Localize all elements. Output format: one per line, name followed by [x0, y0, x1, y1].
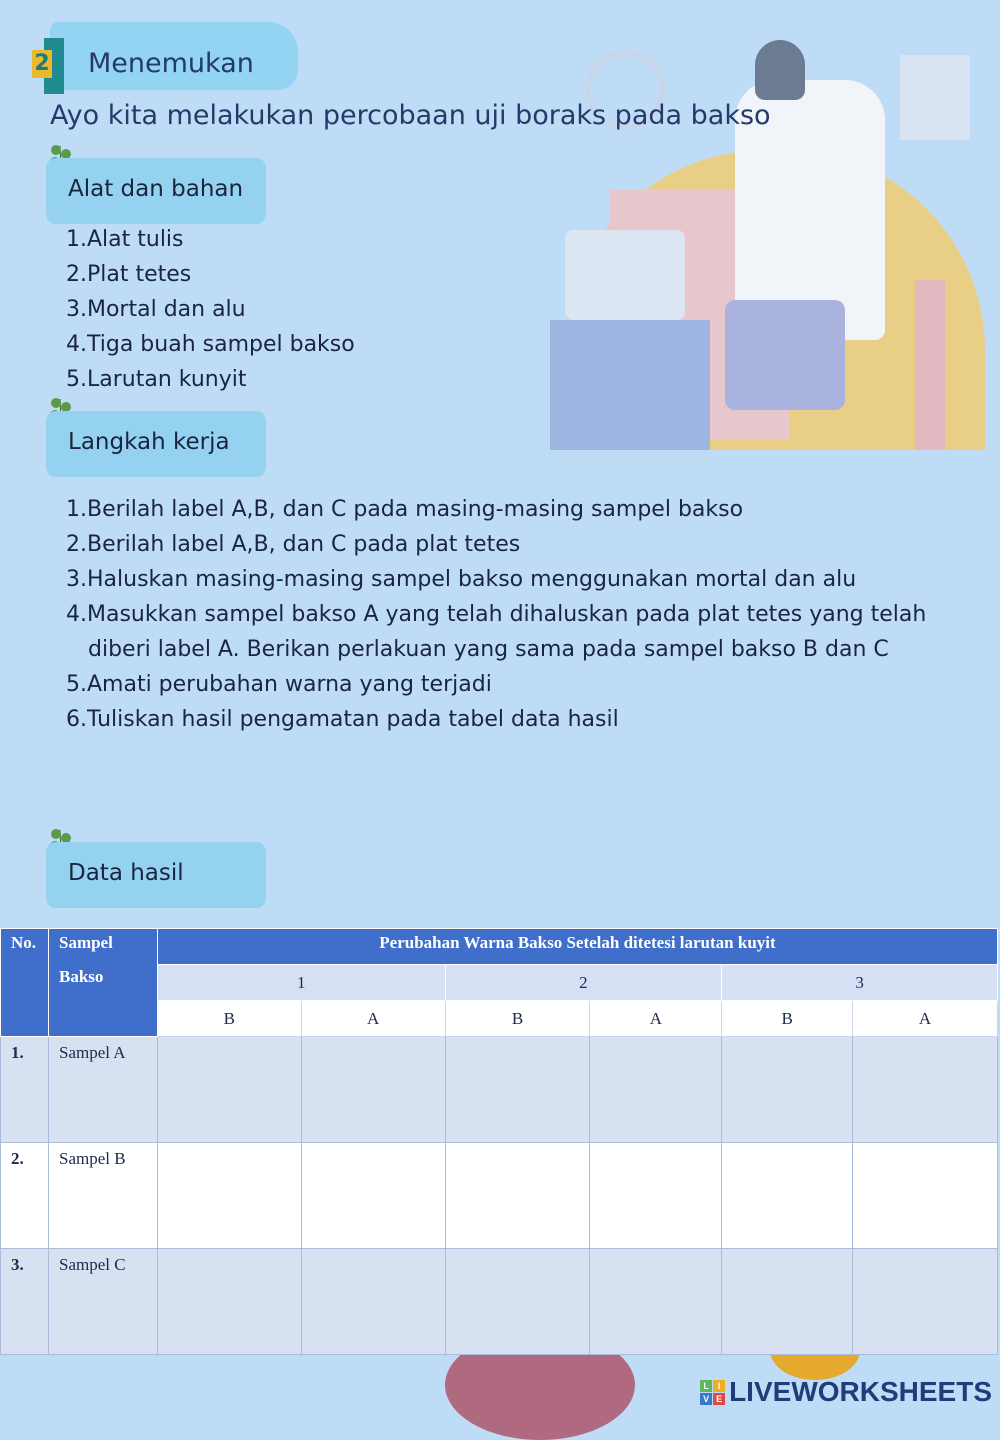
group-header: 1: [157, 965, 445, 1001]
tools-heading: Alat dan bahan: [46, 158, 266, 224]
tool-item: 5.Larutan kunyit: [66, 367, 247, 392]
tool-item: 3.Mortal dan alu: [66, 297, 246, 322]
row-no: 2.: [1, 1143, 49, 1249]
row-no: 1.: [1, 1037, 49, 1143]
sub-header: B: [722, 1001, 853, 1037]
answer-cell[interactable]: [590, 1037, 722, 1143]
answer-cell[interactable]: [853, 1037, 998, 1143]
answer-cell[interactable]: [445, 1249, 590, 1355]
tool-item: 4.Tiga buah sampel bakso: [66, 332, 355, 357]
sub-header: B: [157, 1001, 301, 1037]
sub-header: A: [301, 1001, 445, 1037]
group-header: 2: [445, 965, 722, 1001]
step-item: 4.Masukkan sampel bakso A yang telah dihaluskan pada plat tetes yang telah diberi label A. Berikan perlakuan yang sama pada sampel bakso B dan C: [66, 602, 927, 662]
logo-icon: L I V E: [700, 1380, 725, 1405]
answer-cell[interactable]: [301, 1249, 445, 1355]
table-row: [1, 1249, 998, 1355]
answer-cell[interactable]: [157, 1037, 301, 1143]
section-subtitle: Ayo kita melakukan percobaan uji boraks pada bakso: [50, 100, 771, 131]
header-sample: Sampel Bakso: [48, 929, 157, 1037]
row-sample: Sampel B: [48, 1143, 157, 1249]
answer-cell[interactable]: [445, 1143, 590, 1249]
section-number: 2: [32, 50, 52, 78]
scientist-illustration: [545, 20, 1000, 450]
step-item: 5.Amati perubahan warna yang terjadi: [66, 672, 492, 697]
step-item: 1.Berilah label A,B, dan C pada masing-masing sampel bakso: [66, 497, 744, 522]
row-no: 3.: [1, 1249, 49, 1355]
answer-cell[interactable]: [445, 1037, 590, 1143]
answer-cell[interactable]: [301, 1143, 445, 1249]
logo-text: LIVEWORKSHEETS: [729, 1376, 992, 1407]
table-row: [1, 1037, 998, 1143]
section-title: Menemukan: [88, 48, 254, 79]
row-sample: Sampel C: [48, 1249, 157, 1355]
steps-list: [66, 492, 946, 737]
liveworksheets-logo: [700, 1376, 992, 1408]
answer-cell[interactable]: [853, 1143, 998, 1249]
answer-cell[interactable]: [590, 1143, 722, 1249]
results-heading: Data hasil: [46, 842, 266, 908]
sub-header: A: [590, 1001, 722, 1037]
group-header: 3: [722, 965, 998, 1001]
tool-item: 2.Plat tetes: [66, 262, 192, 287]
tools-list: [66, 222, 355, 397]
header-no: No.: [1, 929, 49, 1037]
row-sample: Sampel A: [48, 1037, 157, 1143]
answer-cell[interactable]: [157, 1143, 301, 1249]
header-color-change: Perubahan Warna Bakso Setelah ditetesi larutan kuyit: [157, 929, 997, 965]
answer-cell[interactable]: [722, 1249, 853, 1355]
answer-cell[interactable]: [301, 1037, 445, 1143]
results-table: [0, 928, 998, 1355]
answer-cell[interactable]: [722, 1143, 853, 1249]
sub-header: A: [853, 1001, 998, 1037]
answer-cell[interactable]: [722, 1037, 853, 1143]
step-item: 3.Haluskan masing-masing sampel bakso menggunakan mortal dan alu: [66, 567, 857, 592]
answer-cell[interactable]: [590, 1249, 722, 1355]
step-item: 6.Tuliskan hasil pengamatan pada tabel data hasil: [66, 707, 619, 732]
sub-header: B: [445, 1001, 590, 1037]
step-item: 2.Berilah label A,B, dan C pada plat tetes: [66, 532, 521, 557]
answer-cell[interactable]: [853, 1249, 998, 1355]
tool-item: 1.Alat tulis: [66, 227, 184, 252]
answer-cell[interactable]: [157, 1249, 301, 1355]
steps-heading: Langkah kerja: [46, 411, 266, 477]
table-row: [1, 1143, 998, 1249]
